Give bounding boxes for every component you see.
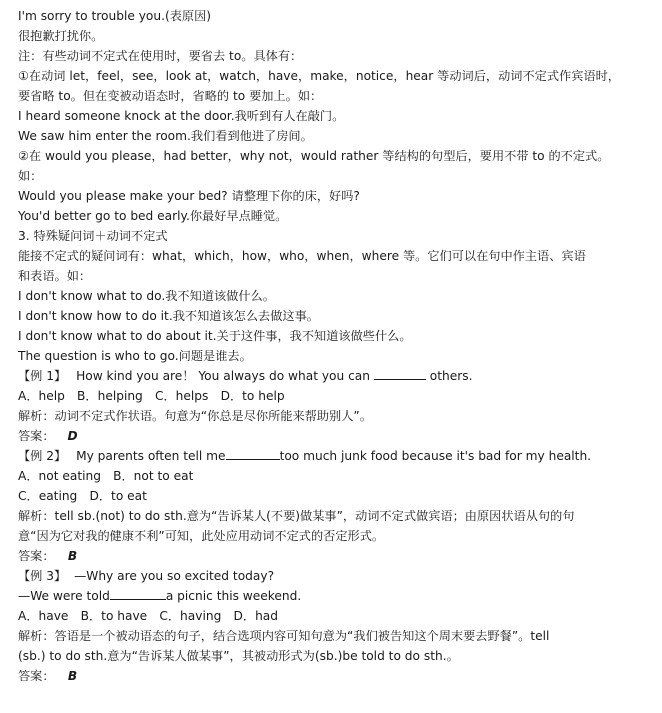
text-line: ②在 would you please，had better，why not，would rather 等结构的句型后，要用不带 to 的不定式。 <box>18 149 610 163</box>
example-2-analysis-1: 解析：tell sb.(not) to do sth.意为“告诉某人(不要)做某事”，动词不定式做宾语；由原因状语从句的句 <box>18 509 575 523</box>
example-2-question <box>18 446 650 466</box>
answer-blank <box>374 366 426 380</box>
example-1-head: 【例 1】 <box>18 369 67 383</box>
example-1-options: A．help B．helping C．helps D．to help <box>18 389 285 403</box>
example-1-question-end: others. <box>429 369 473 383</box>
section-heading: 3. 特殊疑问词＋动词不定式 <box>18 229 168 243</box>
text-line: I heard someone knock at the door.我听到有人在敲门。 <box>18 109 345 123</box>
answer-value: D <box>55 426 91 446</box>
text-line: I don't know how to do it.我不知道该怎么去做这事。 <box>18 309 319 323</box>
answer-value: B <box>55 546 91 566</box>
example-1-analysis: 解析：动词不定式作状语。句意为“你总是尽你所能来帮助别人”。 <box>18 409 372 423</box>
text-line: You'd better go to bed early.你最好早点睡觉。 <box>18 209 288 223</box>
answer-label: 答案： <box>18 429 55 443</box>
text-line: Would you please make your bed? 请整理下你的床，好吗? <box>18 189 360 203</box>
example-3-head: 【例 3】 <box>18 569 67 583</box>
example-3-answer <box>18 666 650 686</box>
text-line: We saw him enter the room.我们看到他进了房间。 <box>18 129 313 143</box>
example-3-analysis-1: 解析：答语是一个被动语态的句子，结合选项内容可知句意为“我们被告知这个周末要去野餐”。tell <box>18 629 550 643</box>
example-2-question-end: too much junk food because it's bad for my health. <box>279 449 592 463</box>
example-3-question-2-end: a picnic this weekend. <box>165 589 302 603</box>
example-2-options-1: A．not eating B．not to eat <box>18 469 194 483</box>
example-3-question-2 <box>18 586 650 606</box>
answer-blank <box>110 586 166 600</box>
example-1-question <box>18 366 650 386</box>
text-line: 和表语。如： <box>18 269 92 283</box>
example-1-answer <box>18 426 650 446</box>
example-3-question-1 <box>18 566 650 586</box>
text-line: 注：有些动词不定式在使用时，要省去 to。具体有： <box>18 49 303 63</box>
text-line: ①在动词 let，feel，see，look at，watch，have，make，notice，hear 等动词后，动词不定式作宾语时， <box>18 69 620 83</box>
example-2-answer <box>18 546 650 566</box>
example-1-question-start: How kind you are！ You always do what you can <box>76 369 371 383</box>
text-line: 很抱歉打扰你。 <box>18 29 104 43</box>
example-2-question-start: My parents often tell me <box>76 449 226 463</box>
example-3-question-2-start: —We were told <box>18 589 110 603</box>
example-3-analysis-2: (sb.) to do sth.意为“告诉某人做某事”，其被动形式为(sb.)be told to do sth.。 <box>18 649 459 663</box>
text-line: 如： <box>18 169 43 183</box>
text-line: I don't know what to do about it.关于这件事，我不知道该做些什么。 <box>18 329 412 343</box>
text-line: 能接不定式的疑问词有：what，which，how，who，when，where 等。它们可以在句中作主语、宾语 <box>18 249 586 263</box>
answer-value: B <box>55 666 91 686</box>
text-line: I don't know what to do.我不知道该做什么。 <box>18 289 275 303</box>
text-line: The question is who to go.问题是谁去。 <box>18 349 252 363</box>
example-2-head: 【例 2】 <box>18 449 67 463</box>
example-2-options-2: C．eating D．to eat <box>18 489 147 503</box>
text-line: 要省略 to。但在变被动语态时，省略的 to 要加上。如： <box>18 89 323 103</box>
example-3-options: A．have B．to have C．having D．had <box>18 609 279 623</box>
example-3-question-text: —Why are you so excited today? <box>74 569 275 583</box>
text-line: I'm sorry to trouble you.(表原因) <box>18 9 212 23</box>
answer-label: 答案： <box>18 669 55 683</box>
example-2-analysis-2: 意“因为它对我的健康不利”可知，此处应用动词不定式的否定形式。 <box>18 529 385 543</box>
answer-blank <box>226 446 280 460</box>
answer-label: 答案： <box>18 549 55 563</box>
